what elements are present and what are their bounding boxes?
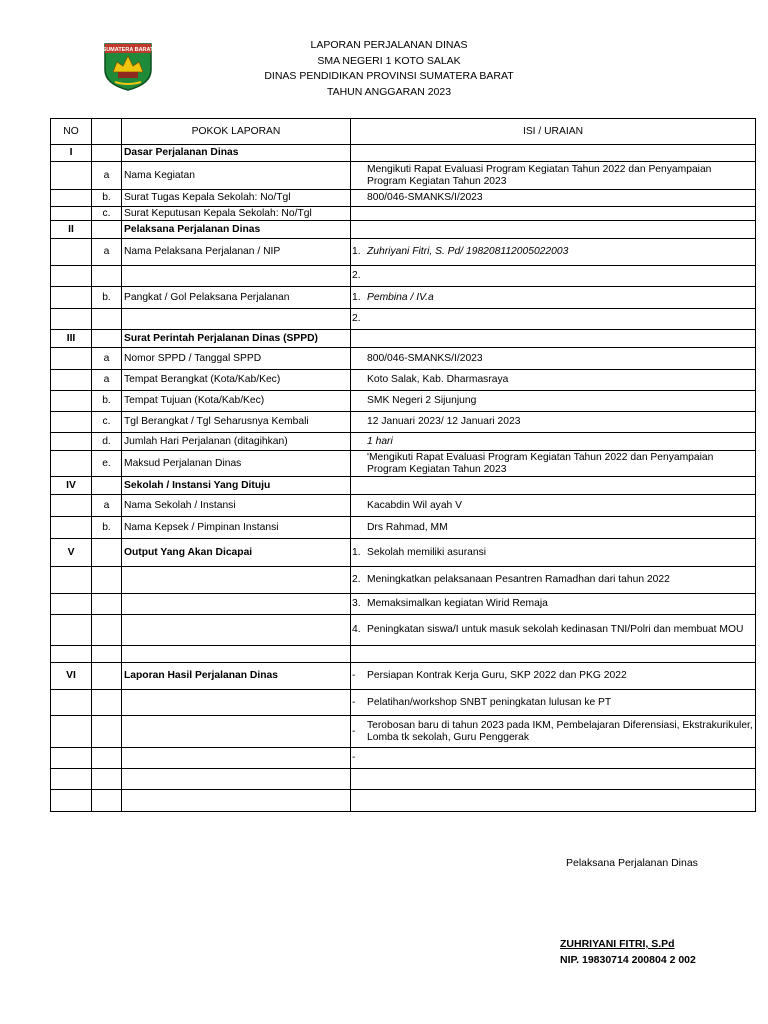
cell-sub: a <box>92 495 122 517</box>
cell-isi-number: - <box>352 752 356 763</box>
cell-pokok: Dasar Perjalanan Dinas <box>122 145 351 162</box>
cell-pokok <box>122 309 351 330</box>
table-row <box>51 287 756 309</box>
cell-no <box>51 690 92 716</box>
header-agency: DINAS PENDIDIKAN PROVINSI SUMATERA BARAT <box>264 70 514 82</box>
cell-isi-number: 2. <box>352 574 361 585</box>
cell-pokok <box>122 615 351 646</box>
cell-no <box>51 239 92 266</box>
cell-no: III <box>51 330 92 348</box>
cell-isi <box>351 748 756 769</box>
cell-isi <box>351 769 756 790</box>
table-row <box>51 646 756 663</box>
cell-isi <box>351 348 756 370</box>
cell-pokok: Pelaksana Perjalanan Dinas <box>122 221 351 239</box>
cell-no <box>51 567 92 594</box>
table-row <box>51 412 756 433</box>
cell-isi <box>351 266 756 287</box>
cell-isi-text: Memaksimalkan kegiatan Wirid Remaja <box>367 598 548 609</box>
cell-no <box>51 309 92 330</box>
cell-no <box>51 207 92 221</box>
cell-isi <box>351 539 756 567</box>
cell-isi-number: 4. <box>352 624 361 635</box>
cell-no: IV <box>51 477 92 495</box>
cell-pokok <box>122 748 351 769</box>
logo-banner-text: SUMATERA BARAT <box>102 47 154 53</box>
cell-sub <box>92 790 122 812</box>
cell-no <box>51 790 92 812</box>
signature-nip: NIP. 19830714 200804 2 002 <box>560 954 696 966</box>
cell-pokok <box>122 567 351 594</box>
cell-no <box>51 517 92 539</box>
table-row <box>51 716 756 748</box>
cell-isi <box>351 567 756 594</box>
table-row <box>51 239 756 266</box>
cell-isi-number: - <box>352 670 356 681</box>
cell-sub: a <box>92 370 122 391</box>
cell-no <box>51 162 92 190</box>
cell-pokok: Pangkat / Gol Pelaksana Perjalanan <box>122 287 351 309</box>
cell-no <box>51 266 92 287</box>
cell-sub <box>92 748 122 769</box>
cell-sub: a <box>92 162 122 190</box>
document-header <box>236 38 542 100</box>
table-row <box>51 190 756 207</box>
report-table <box>50 118 756 812</box>
cell-pokok: Nomor SPPD / Tanggal SPPD <box>122 348 351 370</box>
cell-sub: a <box>92 348 122 370</box>
table-row <box>51 539 756 567</box>
cell-sub: a <box>92 239 122 266</box>
cell-isi-number: 1. <box>352 291 361 303</box>
cell-pokok: Jumlah Hari Perjalanan (ditagihkan) <box>122 433 351 451</box>
cell-no <box>51 769 92 790</box>
cell-no: V <box>51 539 92 567</box>
table-row <box>51 162 756 190</box>
table-row <box>51 477 756 495</box>
cell-isi-text: Meningkatkan pelaksanaan Pesantren Ramadhan dari tahun 2022 <box>367 574 670 585</box>
cell-isi <box>351 477 756 495</box>
header-school: SMA NEGERI 1 KOTO SALAK <box>317 54 461 67</box>
cell-isi <box>351 495 756 517</box>
cell-sub: c. <box>92 207 122 221</box>
cell-isi-number: 2. <box>352 270 361 281</box>
cell-no <box>51 287 92 309</box>
table-row <box>51 309 756 330</box>
table-row <box>51 663 756 690</box>
table-row <box>51 790 756 812</box>
signature-title: Pelaksana Perjalanan Dinas <box>566 857 698 869</box>
cell-pokok <box>122 769 351 790</box>
cell-isi <box>351 221 756 239</box>
cell-sub <box>92 330 122 348</box>
cell-pokok <box>122 716 351 748</box>
table-row <box>51 495 756 517</box>
cell-no <box>51 495 92 517</box>
cell-isi <box>351 790 756 812</box>
cell-no <box>51 433 92 451</box>
cell-isi <box>351 716 756 748</box>
cell-sub <box>92 477 122 495</box>
cell-no <box>51 451 92 477</box>
table-row <box>51 207 756 221</box>
table-header-row <box>51 119 756 145</box>
cell-isi <box>351 391 756 412</box>
cell-pokok: Laporan Hasil Perjalanan Dinas <box>122 663 351 690</box>
header-isi: ISI / URAIAN <box>351 119 756 145</box>
cell-sub <box>92 145 122 162</box>
cell-isi-text: Pembina / IV.a <box>367 291 434 303</box>
cell-pokok <box>122 690 351 716</box>
cell-isi-text: Kacabdin Wil ayah V <box>367 499 463 511</box>
cell-isi-text: SMK Negeri 2 Sijunjung <box>367 395 477 406</box>
cell-pokok: Nama Pelaksana Perjalanan / NIP <box>122 239 351 266</box>
cell-isi <box>351 517 756 539</box>
cell-sub <box>92 615 122 646</box>
cell-no <box>51 748 92 769</box>
cell-pokok: Surat Tugas Kepala Sekolah: No/Tgl <box>122 190 351 207</box>
cell-sub <box>92 594 122 615</box>
cell-no <box>51 646 92 663</box>
cell-isi-text: Peningkatan siswa/I untuk masuk sekolah kedinasan TNI/Polri dan membuat MOU <box>367 624 744 635</box>
table-row <box>51 391 756 412</box>
cell-isi-text: Persiapan Kontrak Kerja Guru, SKP 2022 dan PKG 2022 <box>367 670 627 681</box>
signature-name: ZUHRIYANI FITRI, S.Pd <box>560 938 675 950</box>
cell-isi <box>351 646 756 663</box>
header-sub <box>92 119 122 145</box>
cell-pokok: Tempat Berangkat (Kota/Kab/Kec) <box>122 370 351 391</box>
cell-isi-text: Terobosan baru di tahun 2023 pada IKM, Pembelajaran Diferensiasi, Ekstrakurikuler, Lomba tk sekolah, Guru Penggerak <box>367 719 753 743</box>
cell-pokok: Surat Perintah Perjalanan Dinas (SPPD) <box>122 330 351 348</box>
cell-isi-number: - <box>352 696 356 708</box>
cell-sub: c. <box>92 412 122 433</box>
header-no: NO <box>51 119 92 145</box>
cell-pokok: Output Yang Akan Dicapai <box>122 539 351 567</box>
cell-isi <box>351 239 756 266</box>
table-row <box>51 370 756 391</box>
cell-sub: b. <box>92 287 122 309</box>
cell-isi-text: Sekolah memiliki asuransi <box>367 546 487 558</box>
cell-sub <box>92 567 122 594</box>
cell-no <box>51 716 92 748</box>
cell-pokok: Sekolah / Instansi Yang Dituju <box>122 477 351 495</box>
cell-no: II <box>51 221 92 239</box>
cell-isi-text: Mengikuti Rapat Evaluasi Program Kegiatan Tahun 2022 dan Penyampaian Program Kegiatan Tahun 2023 <box>367 163 712 187</box>
cell-isi <box>351 370 756 391</box>
cell-isi <box>351 663 756 690</box>
cell-no <box>51 391 92 412</box>
table-row <box>51 567 756 594</box>
cell-isi <box>351 594 756 615</box>
cell-sub: d. <box>92 433 122 451</box>
cell-no <box>51 412 92 433</box>
cell-sub <box>92 221 122 239</box>
cell-isi <box>351 207 756 221</box>
table-row <box>51 330 756 348</box>
cell-pokok: Nama Kepsek / Pimpinan Instansi <box>122 517 351 539</box>
cell-isi-text: Zuhriyani Fitri, S. Pd/ 198208112005022003 <box>367 246 569 257</box>
cell-pokok: Nama Kegiatan <box>122 162 351 190</box>
cell-isi <box>351 145 756 162</box>
header-pokok: POKOK LAPORAN <box>122 119 351 145</box>
cell-no <box>51 348 92 370</box>
cell-pokok: Maksud Perjalanan Dinas <box>122 451 351 477</box>
cell-isi-number: 1. <box>352 546 361 558</box>
cell-isi <box>351 451 756 477</box>
cell-pokok <box>122 646 351 663</box>
cell-sub <box>92 716 122 748</box>
table-row <box>51 769 756 790</box>
cell-no <box>51 190 92 207</box>
cell-no: VI <box>51 663 92 690</box>
cell-sub: b. <box>92 391 122 412</box>
cell-isi-text: 'Mengikuti Rapat Evaluasi Program Kegiatan Tahun 2022 dan Penyampaian Program Kegiatan Tahun 2023 <box>367 451 714 475</box>
table-row <box>51 145 756 162</box>
cell-sub <box>92 769 122 790</box>
cell-isi-number: 2. <box>352 313 361 324</box>
cell-sub: b. <box>92 517 122 539</box>
cell-sub <box>92 663 122 690</box>
cell-pokok: Tgl Berangkat / Tgl Seharusnya Kembali <box>122 412 351 433</box>
table-row <box>51 517 756 539</box>
cell-pokok: Surat Keputusan Kepala Sekolah: No/Tgl <box>122 207 351 221</box>
cell-isi <box>351 287 756 309</box>
cell-isi <box>351 330 756 348</box>
cell-isi <box>351 433 756 451</box>
cell-pokok <box>122 266 351 287</box>
cell-pokok: Nama Sekolah / Instansi <box>122 495 351 517</box>
sumbar-emblem-logo <box>101 38 155 92</box>
cell-sub <box>92 539 122 567</box>
cell-sub <box>92 309 122 330</box>
cell-isi-text: 1 hari <box>367 435 393 447</box>
table-row <box>51 451 756 477</box>
cell-sub <box>92 690 122 716</box>
cell-sub <box>92 646 122 663</box>
header-year: TAHUN ANGGARAN 2023 <box>326 85 452 98</box>
cell-isi <box>351 190 756 207</box>
cell-no <box>51 594 92 615</box>
table-row <box>51 690 756 716</box>
cell-isi-number: 3. <box>352 598 361 609</box>
cell-isi <box>351 690 756 716</box>
table-row <box>51 221 756 239</box>
table-row <box>51 594 756 615</box>
cell-isi-text: 800/046-SMANKS/I/2023 <box>367 352 483 364</box>
cell-pokok <box>122 790 351 812</box>
cell-isi <box>351 412 756 433</box>
cell-isi-text: 800/046-SMANKS/I/2023 <box>367 192 483 203</box>
table-row <box>51 748 756 769</box>
cell-no: I <box>51 145 92 162</box>
cell-no <box>51 615 92 646</box>
cell-isi <box>351 162 756 190</box>
cell-isi-text: 12 Januari 2023/ 12 Januari 2023 <box>367 416 521 427</box>
table-row <box>51 348 756 370</box>
header-title: LAPORAN PERJALANAN DINAS <box>310 39 468 51</box>
cell-no <box>51 370 92 391</box>
cell-isi-number: - <box>352 725 356 737</box>
table-row <box>51 615 756 646</box>
cell-isi-number: 1. <box>352 246 361 257</box>
cell-isi <box>351 615 756 646</box>
cell-sub: b. <box>92 190 122 207</box>
cell-isi <box>351 309 756 330</box>
cell-pokok: Tempat Tujuan (Kota/Kab/Kec) <box>122 391 351 412</box>
cell-isi-text: Koto Salak, Kab. Dharmasraya <box>367 374 509 385</box>
cell-pokok <box>122 594 351 615</box>
table-row <box>51 266 756 287</box>
cell-isi-text: Pelatihan/workshop SNBT peningkatan lulusan ke PT <box>367 696 612 708</box>
cell-sub <box>92 266 122 287</box>
cell-sub: e. <box>92 451 122 477</box>
table-row <box>51 433 756 451</box>
cell-isi-text: Drs Rahmad, MM <box>367 521 448 533</box>
